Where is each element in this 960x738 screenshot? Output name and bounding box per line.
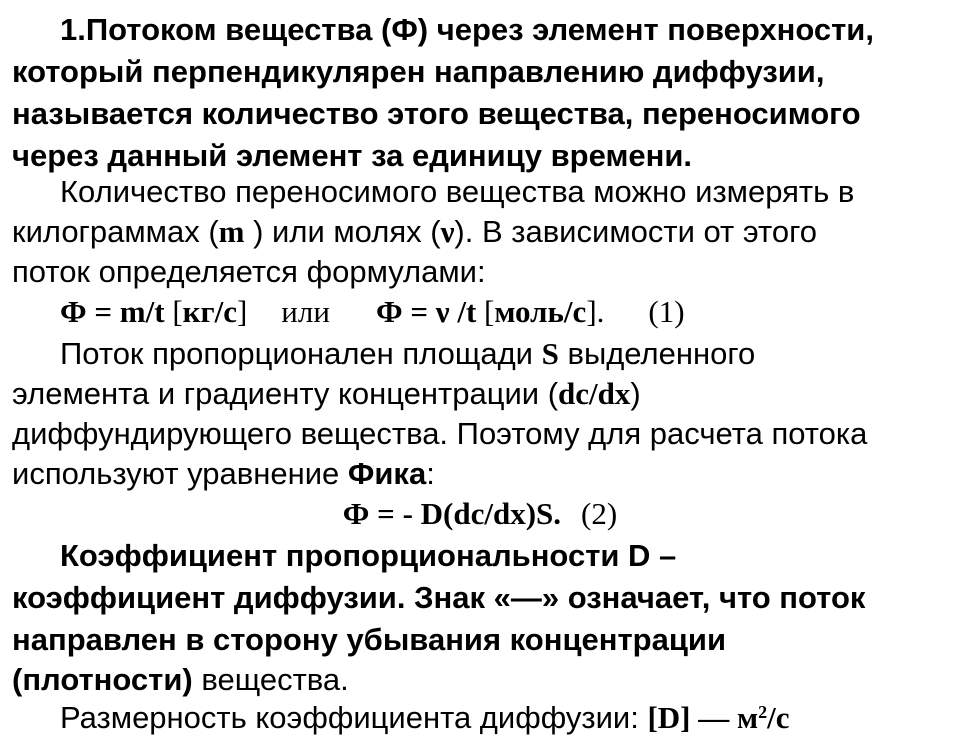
density-word: (плотности): [12, 662, 193, 697]
bracket: [: [476, 294, 495, 329]
proportional-line-3: диффундирующего вещества. Поэтому для расчета потока: [12, 416, 868, 451]
symbol-m: m: [218, 214, 245, 249]
dimension-unit-tail: /с: [767, 700, 790, 735]
text: ). В зависимости от этого: [454, 214, 817, 249]
proportional-line-4: [12, 454, 435, 494]
dimension-unit: [D] — м: [647, 700, 759, 735]
text: вещества.: [192, 662, 349, 697]
symbol-s: S: [541, 336, 559, 371]
text: Размерность коэффициента диффузии:: [60, 700, 648, 735]
formula-2: [0, 494, 960, 534]
quantity-line-3: поток определяется формулами:: [12, 254, 486, 289]
text: ) или молях (: [244, 214, 441, 249]
definition-line-3: называется количество этого вещества, переносимого: [12, 96, 861, 131]
definition-line-1: 1.Потоком вещества (Ф) через элемент поверхности,: [60, 12, 874, 47]
proportional-line-2: [12, 374, 641, 414]
bracket: [: [164, 294, 183, 329]
bracket: ]: [236, 294, 248, 329]
coefficient-line-4: [12, 660, 349, 700]
text: килограммах (: [12, 214, 219, 249]
quantity-line-2: [12, 212, 817, 252]
definition-line-4: через данный элемент за единицу времени.: [12, 138, 693, 173]
text: используют уравнение: [12, 456, 348, 491]
dimension-exponent: 2: [758, 702, 768, 722]
unit-mol-s: моль/с: [494, 294, 587, 329]
formula-number-1: (1): [648, 294, 685, 329]
coefficient-line-1: Коэффициент пропорциональности D –: [60, 538, 677, 573]
dimension-value: [647, 700, 789, 735]
or-word: или: [281, 294, 330, 329]
quantity-line-1: Количество переносимого вещества можно измерять в: [60, 174, 855, 209]
formula-moles: Ф = ν /t: [375, 294, 477, 329]
unit-kg-s: кг/с: [182, 294, 237, 329]
bracket: ].: [586, 294, 605, 329]
proportional-line-1: [60, 334, 755, 374]
gradient: dc/dx: [558, 376, 631, 411]
symbol-nu: ν: [440, 214, 455, 249]
coefficient-line-3: направлен в сторону убывания концентрации: [12, 622, 726, 657]
text: ): [630, 376, 641, 411]
fick-word: Фика: [347, 456, 427, 491]
text: Поток пропорционален площади: [60, 336, 542, 371]
text: элемента и градиенту концентрации (: [12, 376, 559, 411]
text: выделенного: [558, 336, 756, 371]
definition-line-2: который перпендикулярен направлению диффузии,: [12, 54, 825, 89]
coefficient-line-2: коэффициент диффузии. Знак «—» означает, что поток: [12, 580, 866, 615]
fick-equation: Ф = - D(dc/dx)S.: [342, 496, 562, 531]
dimension-line-1: [60, 698, 789, 738]
formula-number-2: (2): [581, 496, 618, 531]
text: :: [426, 456, 435, 491]
formula-mass: Ф = m/t: [60, 294, 165, 329]
formula-1: [60, 292, 685, 332]
